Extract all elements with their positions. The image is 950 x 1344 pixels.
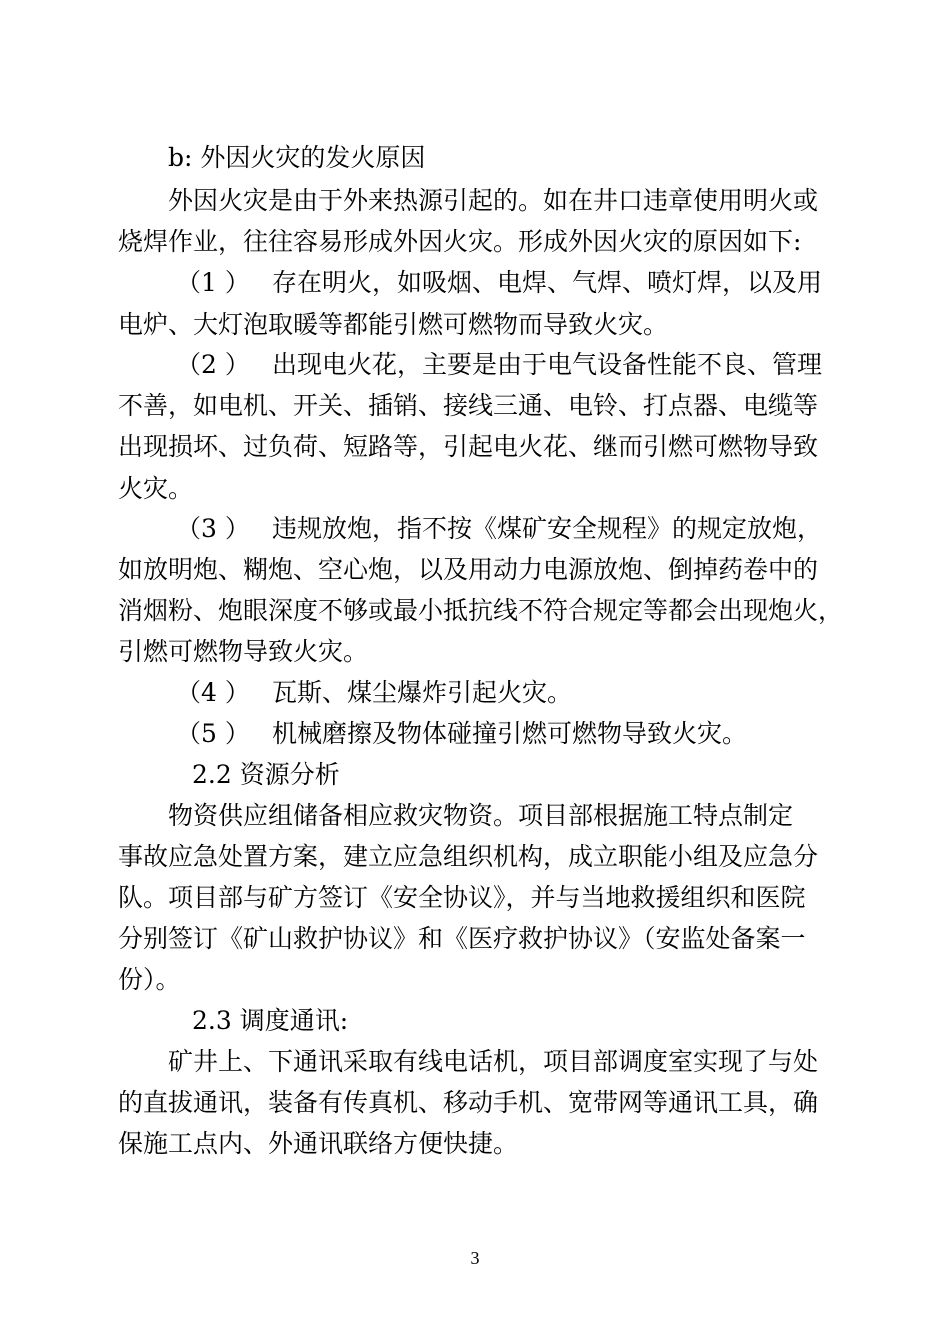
intro-line-2: 烧焊作业，往往容易形成外因火灾。形成外因火灾的原因如下: [118,227,802,256]
cause-1-text: 存在明火，如吸烟、电焊、气焊、喷灯焊，以及用 [272,268,823,297]
cause-4-line [176,676,906,710]
cause-4-text: 瓦斯、煤尘爆炸引起火灾。 [272,678,573,707]
cause-3-line-4: 引燃可燃物导致火灾。 [118,637,369,666]
cause-2-first-line [176,348,906,382]
heading-external-fire-causes: b: 外因火灾的发火原因 [168,143,426,172]
cause-1-first-line [176,266,906,300]
page-number: 3 [470,1248,480,1268]
section-2-2-title: 2.2 资源分析 [192,760,340,789]
intro-line-1: 外因火灾是由于外来热源引起的。如在井口违章使用明火或 [168,186,819,215]
cause-1-line-2: 电炉、大灯泡取暖等都能引燃可燃物而导致火灾。 [118,310,669,339]
cause-2-line-4: 火灾。 [118,474,194,503]
cause-3-text: 违规放炮，指不按《煤矿安全规程》的规定放炮， [272,514,823,543]
section-2-2-line-1: 物资供应组储备相应救灾物资。项目部根据施工特点制定 [168,801,794,830]
section-2-2-line-4: 分别签订《矿山救护协议》和《医疗救护协议》（安监处备案一 [118,924,806,953]
section-2-2-line-2: 事故应急处置方案，建立应急组织机构，成立职能小组及应急分 [118,842,819,871]
cause-2-text: 出现电火花，主要是由于电气设备性能不良、管理 [272,350,823,379]
cause-5-line [176,717,906,751]
section-2-3-line-2: 的直拔通讯，装备有传真机、移动手机、宽带网等通讯工具，确 [118,1088,819,1117]
section-2-2-line-3: 队。项目部与矿方签订《安全协议》，并与当地救援组织和医院 [118,883,806,912]
cause-2-line-3: 出现损坏、过负荷、短路等，引起电火花、继而引燃可燃物导致 [118,432,819,461]
cause-3-first-line [176,512,906,546]
cause-5-text: 机械磨擦及物体碰撞引燃可燃物导致火灾。 [272,719,748,748]
cause-5-marker: （5 ） [176,719,250,748]
cause-4-marker: （4 ） [176,678,250,707]
cause-2-line-2: 不善，如电机、开关、插销、接线三通、电铃、打点器、电缆等 [118,391,819,420]
section-2-3-line-3: 保施工点内、外通讯联络方便快捷。 [118,1129,519,1158]
cause-1-marker: （1 ） [176,268,250,297]
cause-3-marker: （3 ） [176,514,250,543]
cause-3-line-3: 消烟粉、炮眼深度不够或最小抵抗线不符合规定等都会出现炮火， [118,596,844,625]
cause-2-marker: （2 ） [176,350,250,379]
section-2-3-title: 2.3 调度通讯: [192,1006,349,1035]
section-2-3-line-1: 矿井上、下通讯采取有线电话机，项目部调度室实现了与处 [168,1047,819,1076]
section-2-2-line-5: 份）。 [118,965,181,994]
cause-3-line-2: 如放明炮、糊炮、空心炮，以及用动力电源放炮、倒掉药卷中的 [118,555,819,584]
